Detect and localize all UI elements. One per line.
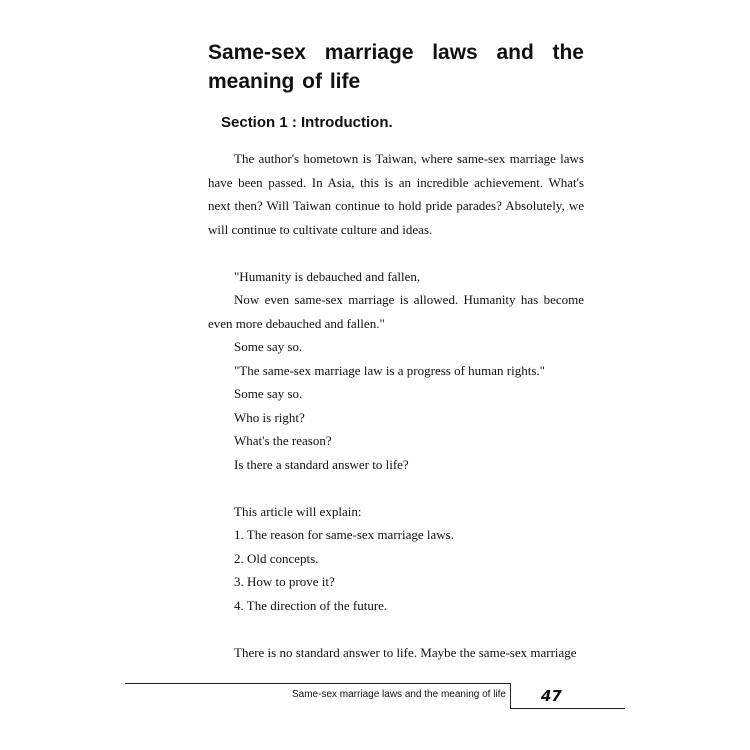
body-text <box>208 147 584 664</box>
footer-rule <box>125 683 510 684</box>
page-title: Same-sex marriage laws and the meaning of life <box>208 41 584 93</box>
section-heading: Section 1 : Introduction. <box>221 114 393 131</box>
footer-divider <box>510 683 511 708</box>
running-title: Same-sex marriage laws and the meaning of life <box>292 689 506 700</box>
paragraph-gap <box>208 476 584 500</box>
paragraph-intro: The author's hometown is Taiwan, where same-sex marriage laws have been passed. In Asia, this is an incredible achievement. What's next then? Will Taiwan continue to hold pride parades? Absolutely, we will continue to cultivate culture and ideas. <box>208 151 584 237</box>
explain-intro-line: This article will explain: <box>234 503 362 519</box>
paragraph-gap <box>208 617 584 641</box>
page-footer <box>125 683 625 709</box>
list-item: 4. The direction of the future. <box>234 597 388 613</box>
page-number: 47 <box>541 687 562 705</box>
page-content <box>208 38 584 664</box>
footer-rule <box>510 708 625 709</box>
closing-line: There is no standard answer to life. Maybe the same-sex marriage <box>234 644 577 660</box>
list-item: 2. Old concepts. <box>234 550 319 566</box>
quote-continuation: Now even same-sex marriage is allowed. Humanity has become even more debauched and fallen." <box>208 292 584 331</box>
paragraph-gap <box>208 241 584 265</box>
standard-answer-question-line: Is there a standard answer to life? <box>234 456 409 472</box>
list-item: 3. How to prove it? <box>234 574 335 589</box>
quote-open-line: "Humanity is debauched and fallen, <box>234 268 421 284</box>
reason-question-line: What's the reason? <box>234 433 332 448</box>
some-say-line-2: Some say so. <box>234 386 303 401</box>
list-item: 1. The reason for same-sex marriage laws. <box>234 527 454 542</box>
who-is-right-line: Who is right? <box>234 409 305 425</box>
quote-rights-line: "The same-sex marriage law is a progress of human rights." <box>234 362 545 378</box>
some-say-line-1: Some say so. <box>234 339 303 354</box>
